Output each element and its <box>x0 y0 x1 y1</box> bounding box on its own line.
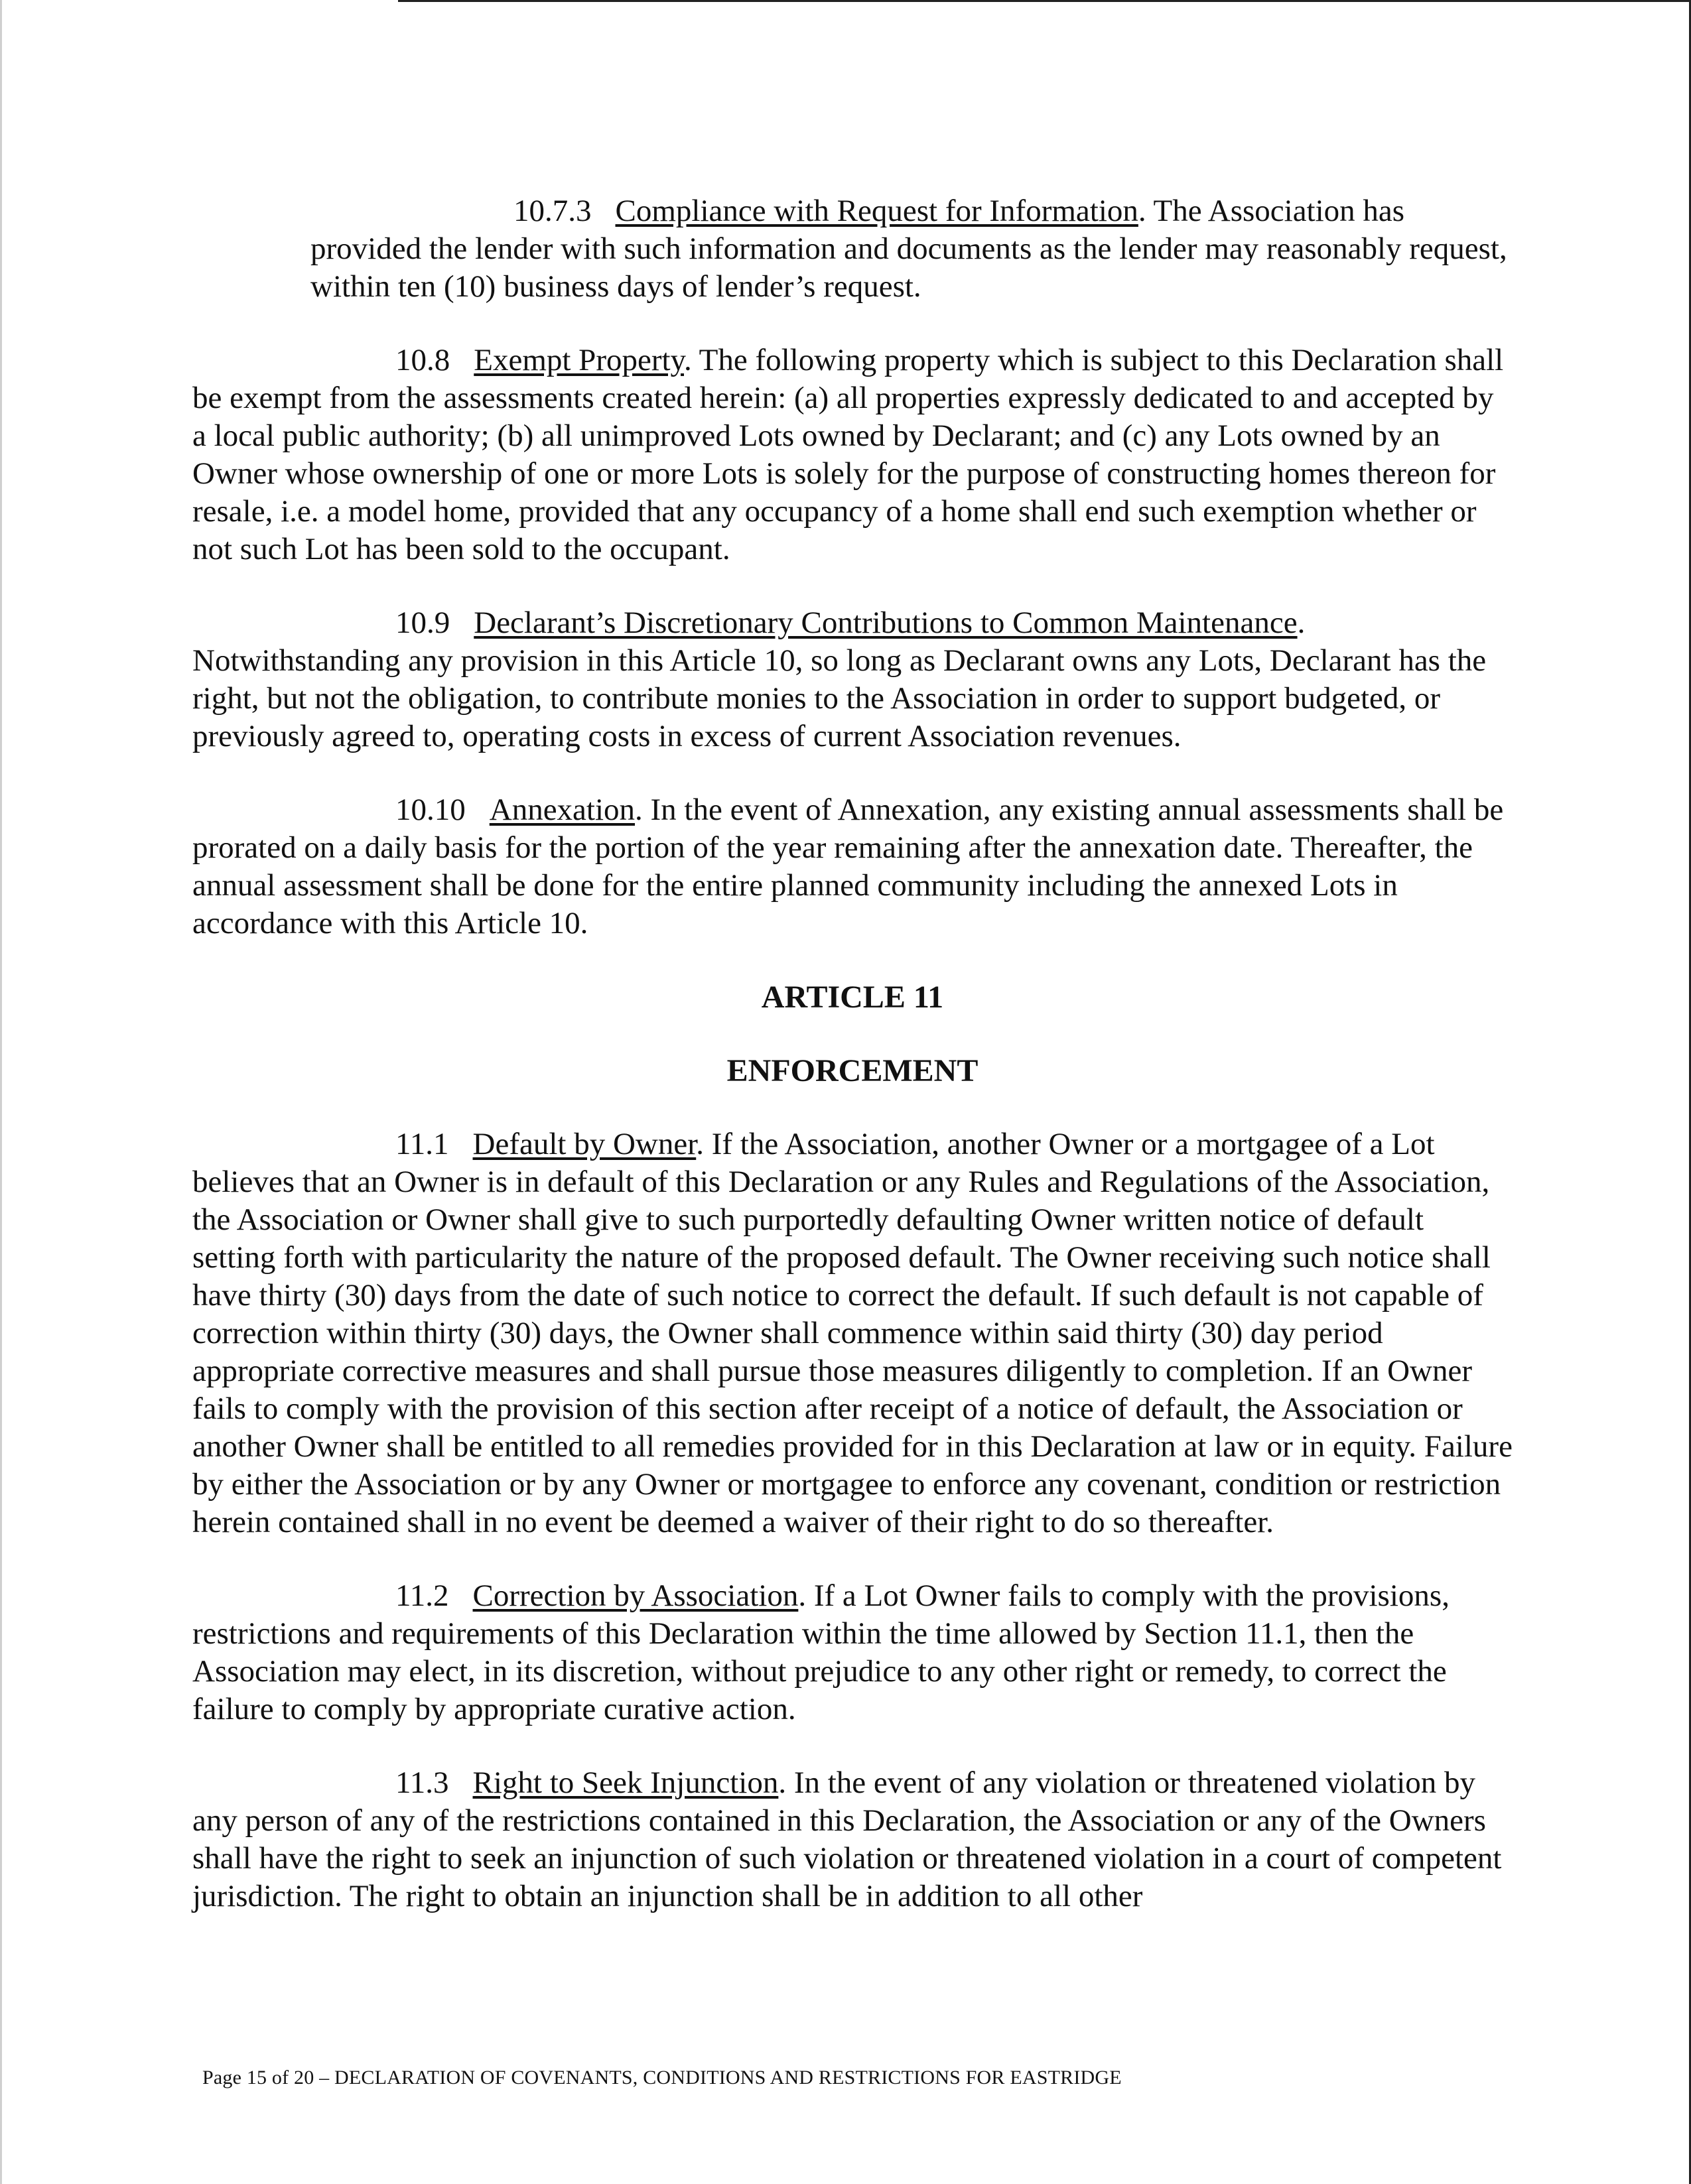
section-heading: Annexation <box>489 793 636 827</box>
section-heading: Default by Owner <box>472 1127 697 1161</box>
section-11-3 <box>192 1764 1513 1915</box>
section-heading: Exempt Property <box>474 343 684 377</box>
section-11-2 <box>192 1577 1513 1728</box>
section-number: 11.2 <box>395 1578 449 1613</box>
section-10-10 <box>192 791 1513 942</box>
section-number: 11.3 <box>395 1766 449 1800</box>
section-heading: Declarant’s Discretionary Contributions to Common Maintenance <box>474 606 1298 640</box>
section-body: . Notwithstanding any provision in this Article 10, so long as Declarant owns any Lots, Declarant has the right, but not the obligation, to contribute monies to the Association in order to support budgeted, or previously agreed to, operating costs in excess of current Association revenues. <box>192 606 1487 753</box>
section-number: 10.9 <box>395 606 450 640</box>
section-body: . The following property which is subject to this Declaration shall be exempt from the assessments created herein: (a) all properties expressly dedicated to and accepted by a local public authority; (b) all unimproved Lots owned by Declarant; and (c) any Lots owned by an Owner whose ownership of one or more Lots is solely for the purpose of constructing homes thereon for resale, i.e. a model home, provided that any occupancy of a home shall end such exemption whether or not such Lot has been sold to the occupant. <box>192 343 1504 566</box>
scan-left-border <box>0 0 2 2184</box>
section-body: . The Association has provided the lender with such information and documents as the lender may reasonably request, within ten (10) business days of lender’s request. <box>310 194 1507 304</box>
section-number: 10.10 <box>395 793 466 827</box>
section-number: 10.8 <box>395 343 450 377</box>
section-body: . If a Lot Owner fails to comply with the provisions, restrictions and requirements of this Declaration within the time allowed by Section 11.1, then the Association may elect, in its discretion, without prejudice to any other right or remedy, to correct the failure to comply by appropriate curative action. <box>192 1578 1450 1726</box>
article-title: ARTICLE 11 <box>761 980 944 1015</box>
document-body <box>192 192 1513 1951</box>
section-body: . In the event of Annexation, any existing annual assessments shall be prorated on a daily basis for the portion of the year remaining after the annexation date. Thereafter, the annual assessment shall be done for the entire planned community including the annexed Lots in accordance with this Article 10. <box>192 793 1504 940</box>
section-number: 10.7.3 <box>513 194 592 228</box>
section-number: 11.1 <box>395 1127 449 1161</box>
article-subtitle: ENFORCEMENT <box>726 1053 979 1088</box>
section-11-1 <box>192 1125 1513 1541</box>
section-10-9 <box>192 604 1513 755</box>
section-heading: Compliance with Request for Information <box>615 194 1138 228</box>
scan-top-border <box>398 0 1691 2</box>
section-10-8 <box>192 342 1513 568</box>
section-heading: Right to Seek Injunction <box>472 1766 779 1800</box>
section-body: . In the event of any violation or threatened violation by any person of any of the restrictions contained in this Declaration, the Association or any of the Owners shall have the right to seek an injunction of such violation or threatened violation in a court of competent jurisdiction. The right to obtain an injunction shall be in addition to all other <box>192 1766 1502 1913</box>
section-body: . If the Association, another Owner or a mortgagee of a Lot believes that an Owner is in default of this Declaration or any Rules and Regulations of the Association, the Association or Owner shall give to such purportedly defaulting Owner written notice of default setting forth with particularity the nature of the proposed default. The Owner receiving such notice shall have thirty (30) days from the date of such notice to correct the default. If such default is not capable of correction within thirty (30) days, the Owner shall commence within said thirty (30) day period appropriate corrective measures and shall pursue those measures diligently to completion. If an Owner fails to comply with the provision of this section after receipt of a notice of default, the Association or another Owner shall be entitled to all remedies provided for in this Declaration at law or in equity. Failure by either the Association or by any Owner or mortgagee to enforce any covenant, condition or restriction herein contained shall in no event be deemed a waiver of their right to do so thereafter. <box>192 1127 1513 1539</box>
page-footer: Page 15 of 20 – DECLARATION OF COVENANTS, CONDITIONS AND RESTRICTIONS FOR EASTRIDGE <box>202 2067 1122 2088</box>
section-heading: Correction by Association <box>472 1578 799 1613</box>
section-10-7-3 <box>310 192 1513 306</box>
